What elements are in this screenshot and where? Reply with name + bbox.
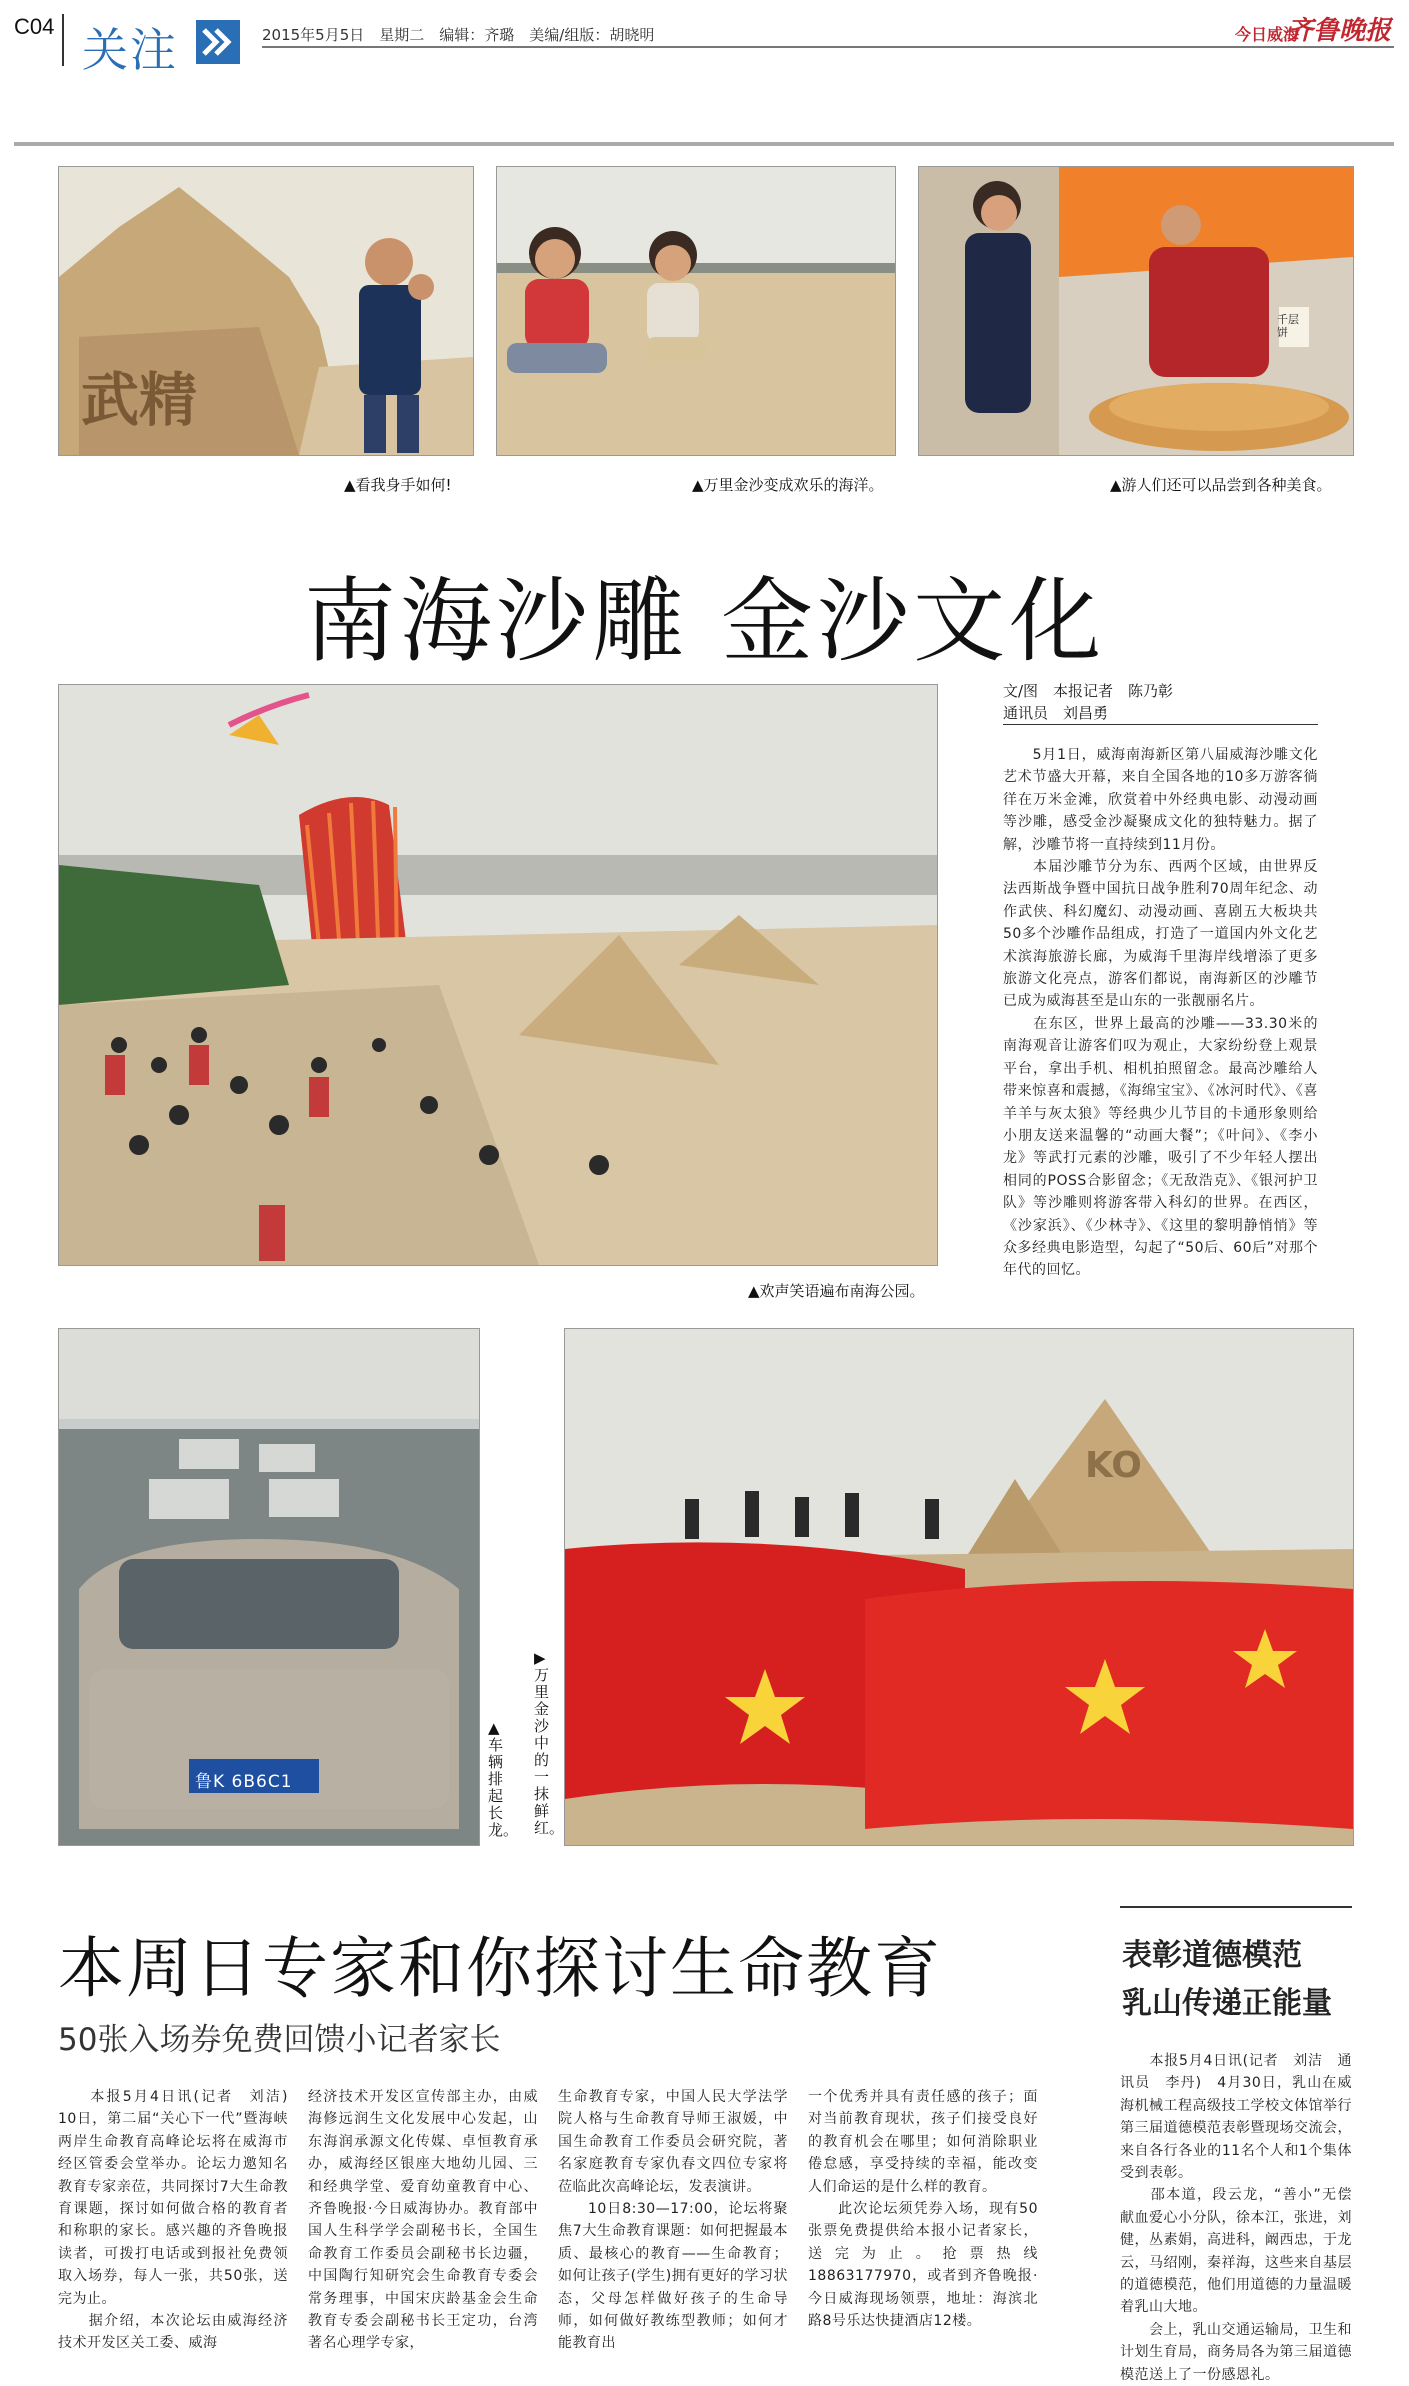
side-headline-line: 乳山传递正能量	[1122, 1986, 1332, 2021]
column-name: 今日威海	[1234, 25, 1299, 44]
photo-caption: ▲车辆排起长龙。	[488, 1719, 519, 1839]
double-chevron-icon	[196, 20, 240, 64]
sand-inscription: KO	[1085, 1445, 1142, 1486]
article-credit	[1003, 680, 1173, 724]
credit-rule	[1003, 724, 1318, 725]
side-headline	[1122, 1932, 1332, 2028]
photo-traffic-jam	[58, 1328, 480, 1846]
photo-red-flags	[564, 1328, 1354, 1846]
side-headline-line: 表彰道德模范	[1122, 1938, 1302, 1973]
photo-caption: ▲看我身手如何!	[344, 476, 452, 494]
header-info: 2015年5月5日 星期二 编辑：齐璐 美编/组版：胡晓明	[262, 26, 655, 44]
article-column: 生命教育专家，中国人民大学法学院人格与生命教育导师王淑媛，中国生命教育工作委员会研究院，著名家庭教育专家仇春文四位专家将莅临此次高峰论坛，发表演讲。 10日8:30—17:00，论坛将聚焦7大生命教育课题：如何把握最本质、最核心的教育——生命教育；如何让孩子(学生)拥有更好的学习状态，父母怎样做好孩子的生命导师，如何做好教练型教师；如何才能教育出	[558, 2089, 788, 2352]
header-divider	[62, 14, 64, 66]
article-headline: 本周日专家和你探讨生命教育	[58, 1930, 942, 2007]
photo-caption: ▲万里金沙变成欢乐的海洋。	[692, 476, 884, 494]
credit-line: 通讯员 刘昌勇	[1003, 704, 1109, 722]
article-title: 南海沙雕 金沙文化	[303, 568, 1106, 675]
article-subheadline: 50张入场券免费回馈小记者家长	[58, 2022, 501, 2058]
sand-inscription: 武精	[81, 366, 198, 434]
article-column: 本报5月4日讯(记者 刘洁) 10日，第二届“关心下一代”暨海峡两岸生命教育高峰论坛将在威海市经区管委会堂举办。论坛力邀知名教育专家亲莅，共同探讨7大生命教育课题，探讨如何做合格的教育者和称职的家长。感兴趣的齐鲁晚报读者，可拨打电话或到报社免费领取入场券，每人一张，共50张，送完为止。 据介绍，本次论坛由威海经济技术开发区关工委、威海	[58, 2089, 288, 2352]
page-number: C04	[14, 14, 55, 39]
photo-food-stall	[918, 166, 1354, 456]
credit-line: 文/图 本报记者 陈乃彰	[1003, 682, 1174, 700]
newspaper-logo: 齐鲁晚报	[1286, 16, 1391, 46]
article-body: 5月1日，威海南海新区第八届威海沙雕文化艺术节盛大开幕，来自全国各地的10多万游客徜徉在万米金滩，欣赏着中外经典电影、动漫动画等沙雕，感受金沙凝聚成文化的独特魅力。据了解，沙雕节将一直持续到11月份。 本届沙雕节分为东、西两个区域，由世界反法西斯战争暨中国抗日战争胜利70周年纪念、动作武侠、科幻魔幻、动漫动画、喜剧五大板块共50多个沙雕作品组成，打造了一道国内外文化艺术滨海旅游长廊，为威海千里海岸线增添了更多旅游文化亮点，游客们都说，南海新区的沙雕节已成为威海甚至是山东的一张靓丽名片。 在东区，世界上最高的沙雕——33.30米的南海观音让游客们叹为观止，大家纷纷登上观景平台，拿出手机、相机拍照留念。最高沙雕给人带来惊喜和震撼，《海绵宝宝》、《冰河时代》、《喜羊羊与灰太狼》等经典少儿节目的卡通形象则给小朋友送来温馨的“动画大餐”；《叶问》、《李小龙》等武打元素的沙雕，吸引了不少年轻人摆出相同的POSS合影留念；《无敌浩克》、《银河护卫队》等沙雕则将游客带入科幻的世界。在西区，《沙家浜》、《少林寺》、《这里的黎明静悄悄》等众多经典电影造型，勾起了“50后、60后”对那个年代的回忆。	[1003, 747, 1318, 1279]
photo-sand-sculpture-boy	[58, 166, 474, 456]
article-column: 经济技术开发区宣传部主办，由威海修远润生文化发展中心发起，山东海润承源文化传媒、卓恒教育承办，威海经区银座大地幼儿园、三和经典学堂、爱育幼童教育中心、齐鲁晚报·今日威海协办。教育部中国人生科学学会副秘书长，全国生命教育工作委员会副秘书长边疆，中国陶行知研究会生命教育专委会常务理事，中国宋庆龄基金会生命教育专委会副秘书长王定功，台湾著名心理学专家，	[308, 2089, 538, 2352]
section-title: 关注	[82, 23, 178, 77]
side-rule	[1120, 1906, 1352, 1908]
photo-children-beach	[496, 166, 896, 456]
license-plate: 鲁K 6B6C1	[195, 1772, 293, 1792]
stall-sign: 千层饼	[1277, 313, 1299, 339]
side-article-body: 本报5月4日讯(记者 刘洁 通讯员 李丹) 4月30日，乳山在威海机械工程高级技工学校文体馆举行第三届道德模范表彰暨现场交流会，来自各行各业的11名个人和1个集体受到表彰。 邵本道，段云龙，“善小”无偿献血爱心小分队，徐本江，张进，刘健，丛素娟，高进科，阚西忠，于龙云，马绍刚，秦祥海，这些来自基层的道德模范，他们用道德的力量温暖着乳山大地。 会上，乳山交通运输局，卫生和计划生育局，商务局各为第三届道德模范送上了一份感恩礼。	[1120, 2053, 1352, 2383]
top-divider	[14, 142, 1394, 146]
photo-caption: ▲欢声笑语遍布南海公园。	[748, 1282, 925, 1300]
article-column: 一个优秀并具有责任感的孩子；面对当前教育现状，孩子们接受良好的教育机会在哪里；如何消除职业倦怠感，享受持续的幸福，能改变人们命运的是什么样的教育。 此次论坛须凭券入场，现有50张票免费提供给本报小记者家长，送完为止。抢票热线18863177970，或者到齐鲁晚报·今日威海现场领票，地址：海滨北路8号乐达快捷酒店12楼。	[808, 2089, 1038, 2330]
photo-nanhai-park	[58, 684, 938, 1266]
photo-caption: ▲游人们还可以品尝到各种美食。	[1110, 476, 1332, 494]
header-rule	[262, 46, 1394, 48]
photo-caption: ▶万里金沙中的一抹鲜红。	[534, 1649, 565, 1837]
